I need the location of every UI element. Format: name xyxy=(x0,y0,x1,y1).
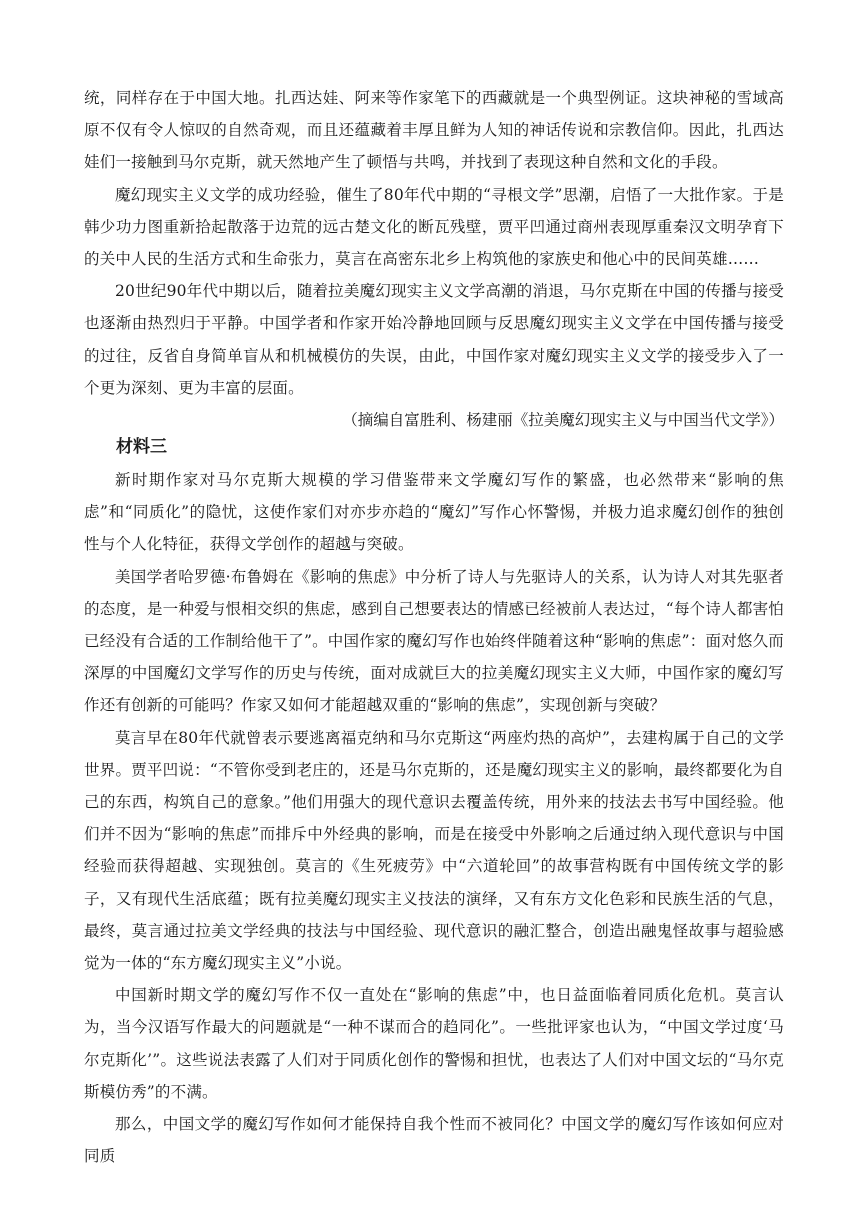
section-heading: 材料三 xyxy=(116,437,167,457)
paragraph: 统，同样存在于中国大地。扎西达娃、阿来等作家笔下的西藏就是一个典型例证。这块神秘的雪域高原不仅有令人惊叹的自然奇观，而且还蕴藏着丰厚且鲜为人知的神话传说和宗教信仰。因此，扎西达娃们一接触到马尔克斯，就天然地产生了顿悟与共鸣，并找到了表现这种自然和文化的手段。 xyxy=(84,89,784,172)
paragraph: 莫言早在80年代就曾表示要逃离福克纳和马尔克斯这“两座灼热的高炉”，去建构属于自己的文学世界。贾平凹说：“不管你受到老庄的，还是马尔克斯的，还是魔幻现实主义的影响，最终都要化为自己的东西，构筑自己的意象。”他们用强大的现代意识去覆盖传统，用外来的技法去书写中国经验。他们并不因为“影响的焦虑”而排斥中外经典的影响，而是在接受中外影响之后通过纳入现代意识与中国经验而获得超越、实现独创。莫言的《生死疲劳》中“六道轮回”的故事营构既有中国传统文学的影子，又有现代生活底蕴；既有拉美魔幻现实主义技法的演绎，又有东方文化色彩和民族生活的气息，最终，莫言通过拉美文学经典的技法与中国经验、现代意识的融汇整合，创造出融鬼怪故事与超验感觉为一体的“东方魔幻现实主义”小说。 xyxy=(84,728,784,973)
paragraph: 新时期作家对马尔克斯大规模的学习借鉴带来文学魔幻写作的繁盛，也必然带来“影响的焦虑”和“同质化”的隐忧，这使作家们对亦步亦趋的“魔幻”写作心怀警惕，并极力追求魔幻创作的独创性与个人化特征，获得文学创作的超越与突破。 xyxy=(84,471,784,554)
paragraph: 那么，中国文学的魔幻写作如何才能保持自我个性而不被同化？中国文学的魔幻写作该如何应对同质 xyxy=(84,1115,784,1166)
paragraph: 中国新时期文学的魔幻写作不仅一直处在“影响的焦虑”中，也日益面临着同质化危机。莫言认为，当今汉语写作最大的问题就是“一种不谋而合的趋同化”。一些批评家也认为，“中国文学过度‘马尔克斯化’”。这些说法表露了人们对于同质化创作的警惕和担忧，也表达了人们对中国文坛的“马尔克斯模仿秀”的不满。 xyxy=(84,986,784,1101)
material-three-section xyxy=(84,464,784,1172)
material-two-section xyxy=(84,82,784,436)
source-citation: （摘编自富胜利、杨建丽《拉美魔幻现实主义与中国当代文学》） xyxy=(342,411,784,430)
paragraph: 美国学者哈罗德·布鲁姆在《影响的焦虑》中分析了诗人与先驱诗人的关系，认为诗人对其先驱者的态度，是一种爱与恨相交织的焦虑，感到自己想要表达的情感已经被前人表达过，“每个诗人都害怕已经没有合适的工作制给他干了”。中国作家的魔幻写作也始终伴随着这种“影响的焦虑”：面对悠久而深厚的中国魔幻文学写作的历史与传统，面对成就巨大的拉美魔幻现实主义大师，中国作家的魔幻写作还有创新的可能吗？作家又如何才能超越双重的“影响的焦虑”，实现创新与突破？ xyxy=(84,567,784,715)
paragraph: 20世纪90年代中期以后，随着拉美魔幻现实主义文学高潮的消退，马尔克斯在中国的传播与接受也逐渐由热烈归于平静。中国学者和作家开始冷静地回顾与反思魔幻现实主义文学在中国传播与接受的过往，反省自身简单盲从和机械模仿的失误，由此，中国作家对魔幻现实主义文学的接受步入了一个更为深刻、更为丰富的层面。 xyxy=(84,282,784,397)
paragraph: 魔幻现实主义文学的成功经验，催生了80年代中期的“寻根文学”思潮，启悟了一大批作家。于是韩少功力图重新拾起散落于边荒的远古楚文化的断瓦残壁，贾平凹通过商州表现厚重秦汉文明孕育下的关中人民的生活方式和生命张力，莫言在高密东北乡上构筑他的家族史和他心中的民间英雄…… xyxy=(84,185,784,269)
